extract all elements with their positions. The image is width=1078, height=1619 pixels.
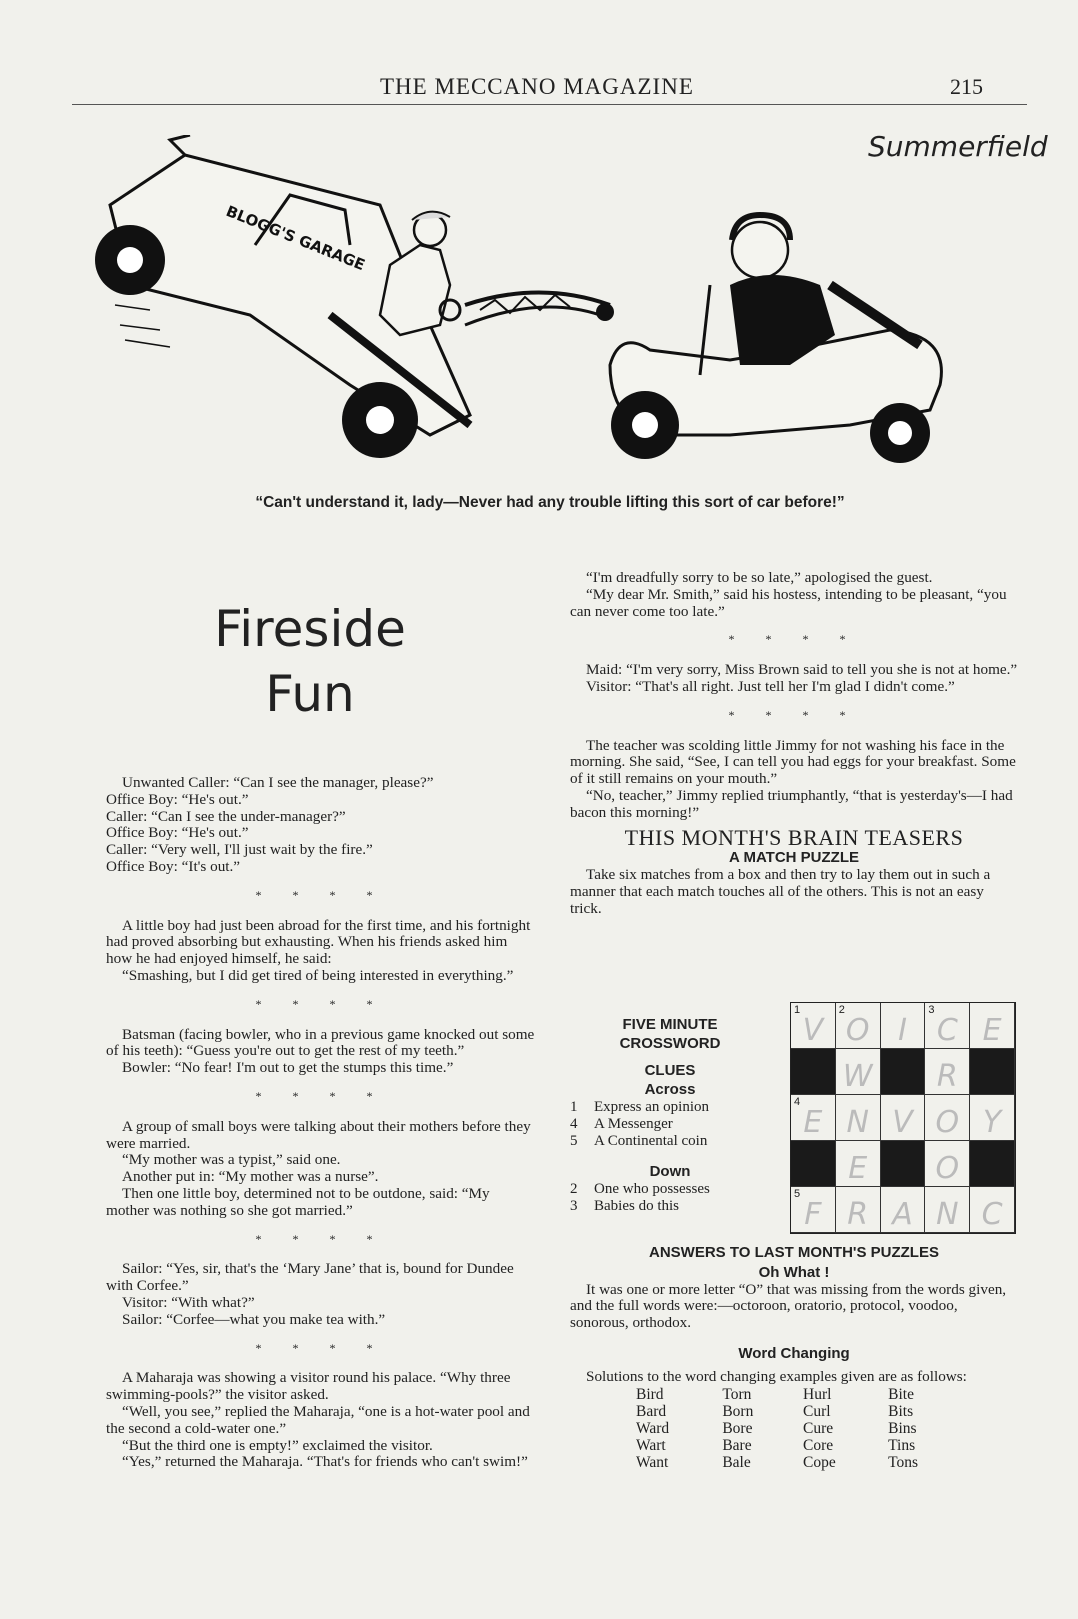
cell-number: 4 [794,1096,801,1108]
cell-letter: V [892,1105,913,1140]
clue-number: 1 [570,1099,578,1115]
joke-line: Caller: “Can I see the under-manager?” [106,807,346,825]
clue-number: 4 [570,1116,578,1132]
clue-text: One who possesses [594,1181,710,1197]
joke-line: “No, teacher,” Jimmy replied triumphantly, “that is yesterday's—I had bacon this morning!” [570,786,1013,821]
crossword-cell-black [970,1141,1015,1187]
magazine-title: THE MECCANO MAGAZINE [380,74,694,99]
joke-batsman [106,1027,536,1077]
cell-letter: O [845,1013,870,1048]
joke-line: Caller: “Very well, I'll just wait by the fire.” [106,841,373,859]
cell-number: 2 [838,1004,845,1016]
cell-letter: V [802,1013,824,1048]
separator-stars: * * * * [255,887,387,902]
joke-line: “Smashing, but I did get tired of being interested in everything.” [122,966,514,984]
article-title-line2: Fun [265,665,355,723]
crossword-cell-black [881,1049,926,1095]
cell-letter: O [935,1151,960,1186]
table-cell: Tins [888,1436,916,1454]
crossword-cell [925,1049,970,1095]
header-rule [72,104,1027,105]
cell-letter: Y [982,1105,1002,1140]
word-changing-text: Solutions to the word changing examples given are as follows: [586,1367,967,1385]
joke-line: Bowler: “No fear! I'm out to get the stumps this time.” [122,1059,454,1077]
clue-across-5 [570,1133,770,1150]
down-label: Down [649,1163,691,1180]
joke-line: Sailor: “Corfee—what you make tea with.” [122,1310,386,1328]
table-cell: Hurl [803,1385,832,1403]
cell-letter: C [981,1197,1003,1232]
crossword-title: CROSSWORD [619,1035,721,1052]
cell-letter: E [803,1105,823,1140]
crossword-cell [970,1003,1015,1049]
clue-down-3 [570,1198,770,1215]
joke-line: Maid: “I'm very sorry, Miss Brown said to tell you she is not at home.” [586,661,1018,679]
table-cell: Cope [803,1453,836,1471]
separator-stars: * * * * [255,1340,387,1355]
left-column [106,775,536,1471]
cell-number: 5 [794,1188,801,1200]
cell-letter: I [898,1013,907,1048]
table-cell: Bare [722,1436,752,1454]
separator-stars: * * * * [728,632,860,647]
garage-sign: BLOGG'S GARAGE [223,202,368,275]
cell-letter: A [892,1197,913,1232]
crossword-cell-black [791,1049,836,1095]
crossword-cell [970,1187,1015,1233]
joke-line: Then one little boy, determined not to be outdone, said: “My mother was nothing so she got married.” [106,1184,490,1219]
clue-down-2 [570,1181,770,1198]
page-number: 215 [950,74,983,99]
joke-line: The teacher was scolding little Jimmy for not washing his face in the morning. She said, “See, I can tell you had eggs for your breakfast. Some of it still remains on your mouth.” [570,736,1016,788]
table-cell: Core [803,1436,834,1454]
cartoon-illustration [90,135,990,490]
crossword-cell [970,1095,1015,1141]
separator-stars: * * * * [728,707,860,722]
table-cell: Torn [722,1385,752,1403]
separator-stars: * * * * [255,996,387,1011]
crossword-cell [881,1003,926,1049]
crossword-cell [836,1141,881,1187]
word-changing-title: Word Changing [738,1344,850,1362]
crossword-cell [836,1095,881,1141]
cell-letter: R [936,1059,958,1094]
table-cell: Cure [803,1419,834,1437]
cell-letter: N [936,1197,959,1232]
table-cell: Tons [888,1453,919,1471]
table-cell: Wart [636,1436,666,1454]
clue-text: A Messenger [594,1116,673,1132]
table-cell: Ward [636,1419,670,1437]
crossword-cell [836,1049,881,1095]
word-changing-table [636,1386,966,1471]
joke-late-guest [570,570,1018,620]
joke-line: Sailor: “Yes, sir, that's the ‘Mary Jane’ that is, bound for Dundee with Corfee.” [106,1260,514,1295]
cell-letter: N [846,1105,869,1140]
crossword-cell [836,1187,881,1233]
crossword-cell-black [791,1141,836,1187]
table-row [636,1386,966,1403]
answers-section [570,1245,1018,1471]
separator-stars: * * * * [255,1088,387,1103]
crossword-cell [791,1095,836,1141]
cell-letter: F [804,1197,822,1232]
crossword-cell [925,1187,970,1233]
crossword-title: FIVE MINUTE [622,1016,718,1033]
artist-signature: Summerfield [868,130,1048,163]
joke-line: “My mother was a typist,” said one. [122,1151,341,1169]
clue-number: 5 [570,1133,578,1149]
table-cell: Bite [888,1385,914,1403]
table-cell: Born [722,1402,754,1420]
across-label: Across [644,1081,696,1098]
clue-text: Express an opinion [594,1099,709,1115]
joke-maid [570,662,1018,696]
crossword-cell [881,1187,926,1233]
joke-line: Unwanted Caller: “Can I see the manager, please?” [122,774,434,791]
joke-jimmy [570,738,1018,822]
cartoon-caption: “Can't understand it, lady—Never had any trouble lifting this sort of car before!” [255,494,845,511]
clue-number: 2 [570,1181,578,1197]
crossword-grid [790,1002,1016,1234]
cell-letter: W [842,1059,873,1094]
table-cell: Bard [636,1402,667,1420]
joke-line: “My dear Mr. Smith,” said his hostess, intending to be pleasant, “you can never come too late.” [570,585,1007,620]
crossword-cell-black [881,1141,926,1187]
table-cell: Bale [722,1453,751,1471]
table-row [636,1437,966,1454]
crossword-cell [881,1095,926,1141]
crossword-cell [925,1003,970,1049]
joke-line: A group of small boys were talking about their mothers before they were married. [106,1117,531,1152]
joke-line: Visitor: “With what?” [122,1293,255,1311]
joke-line: Office Boy: “It's out.” [106,857,241,875]
brain-teasers-heading: THIS MONTH'S BRAIN TEASERS [624,824,964,850]
joke-line: Office Boy: “He's out.” [106,790,249,808]
joke-line: Visitor: “That's all right. Just tell her I'm glad I didn't come.” [586,677,955,695]
match-puzzle-title: A MATCH PUZZLE [729,849,859,867]
joke-office-boy [106,775,536,876]
crossword-clues [570,1015,770,1215]
cell-letter: E [848,1151,868,1186]
cell-letter: C [936,1013,958,1048]
crossword-cell [791,1003,836,1049]
table-row [636,1420,966,1437]
clue-text: A Continental coin [594,1133,708,1149]
joke-line: A Maharaja was showing a visitor round his palace. “Why three swimming-pools?” the visitor asked. [106,1369,511,1404]
joke-abroad [106,918,536,985]
clues-label: CLUES [644,1062,696,1079]
cell-number: 1 [794,1004,801,1016]
table-cell: Bird [636,1385,664,1403]
oh-what-text: It was one or more letter “O” that was missing from the words given, and the full words were:—octoroon, oratorio, protocol, voodoo, sonorous, orthodox. [570,1280,1007,1332]
joke-line: Another put in: “My mother was a nurse”. [122,1168,379,1186]
joke-line: “But the third one is empty!” exclaimed the visitor. [122,1436,433,1454]
joke-line: “Well, you see,” replied the Maharaja, “one is a hot-water pool and the second a cold-water one.” [106,1402,530,1437]
table-cell: Curl [803,1402,831,1420]
joke-sailor [106,1261,536,1328]
crossword-cell-black [970,1049,1015,1095]
table-cell: Bins [888,1419,917,1437]
joke-line: “Yes,” returned the Maharaja. “That's for friends who can't swim!” [122,1453,528,1471]
clue-number: 3 [570,1198,578,1214]
cell-letter: O [935,1105,960,1140]
article-title-line1: Fireside [214,600,406,658]
oh-what-title: Oh What ! [758,1263,830,1281]
clue-across-4 [570,1116,770,1133]
clue-text: Babies do this [594,1198,679,1214]
cell-letter: E [982,1013,1002,1048]
table-row [636,1454,966,1471]
joke-maharaja [106,1370,536,1471]
cell-letter: R [847,1197,869,1232]
table-cell: Bits [888,1402,914,1420]
joke-line: Office Boy: “He's out.” [106,824,249,842]
joke-line: Batsman (facing bowler, who in a previous game knocked out some of his teeth): “Guess you're out to get the rest of my teeth.” [106,1025,535,1060]
table-cell: Want [636,1453,669,1471]
match-puzzle-text: Take six matches from a box and then try to lay them out in such a manner that each match touches all of the others. This is not an easy trick. [570,866,991,917]
answers-heading: ANSWERS TO LAST MONTH'S PUZZLES [649,1244,939,1261]
joke-line: A little boy had just been abroad for the first time, and his fortnight had proved absorbing but exhausting. When his friends asked him how he had enjoyed himself, he said: [106,916,531,968]
crossword-cell [836,1003,881,1049]
right-column [570,570,1018,918]
crossword-cell [791,1187,836,1233]
separator-stars: * * * * [255,1231,387,1246]
joke-mothers [106,1119,536,1220]
table-cell: Bore [722,1419,753,1437]
table-row [636,1403,966,1420]
crossword-cell [925,1141,970,1187]
crossword-cell [925,1095,970,1141]
clue-across-1 [570,1099,770,1116]
cell-number: 3 [928,1004,935,1016]
joke-line: “I'm dreadfully sorry to be so late,” apologised the guest. [586,569,933,586]
